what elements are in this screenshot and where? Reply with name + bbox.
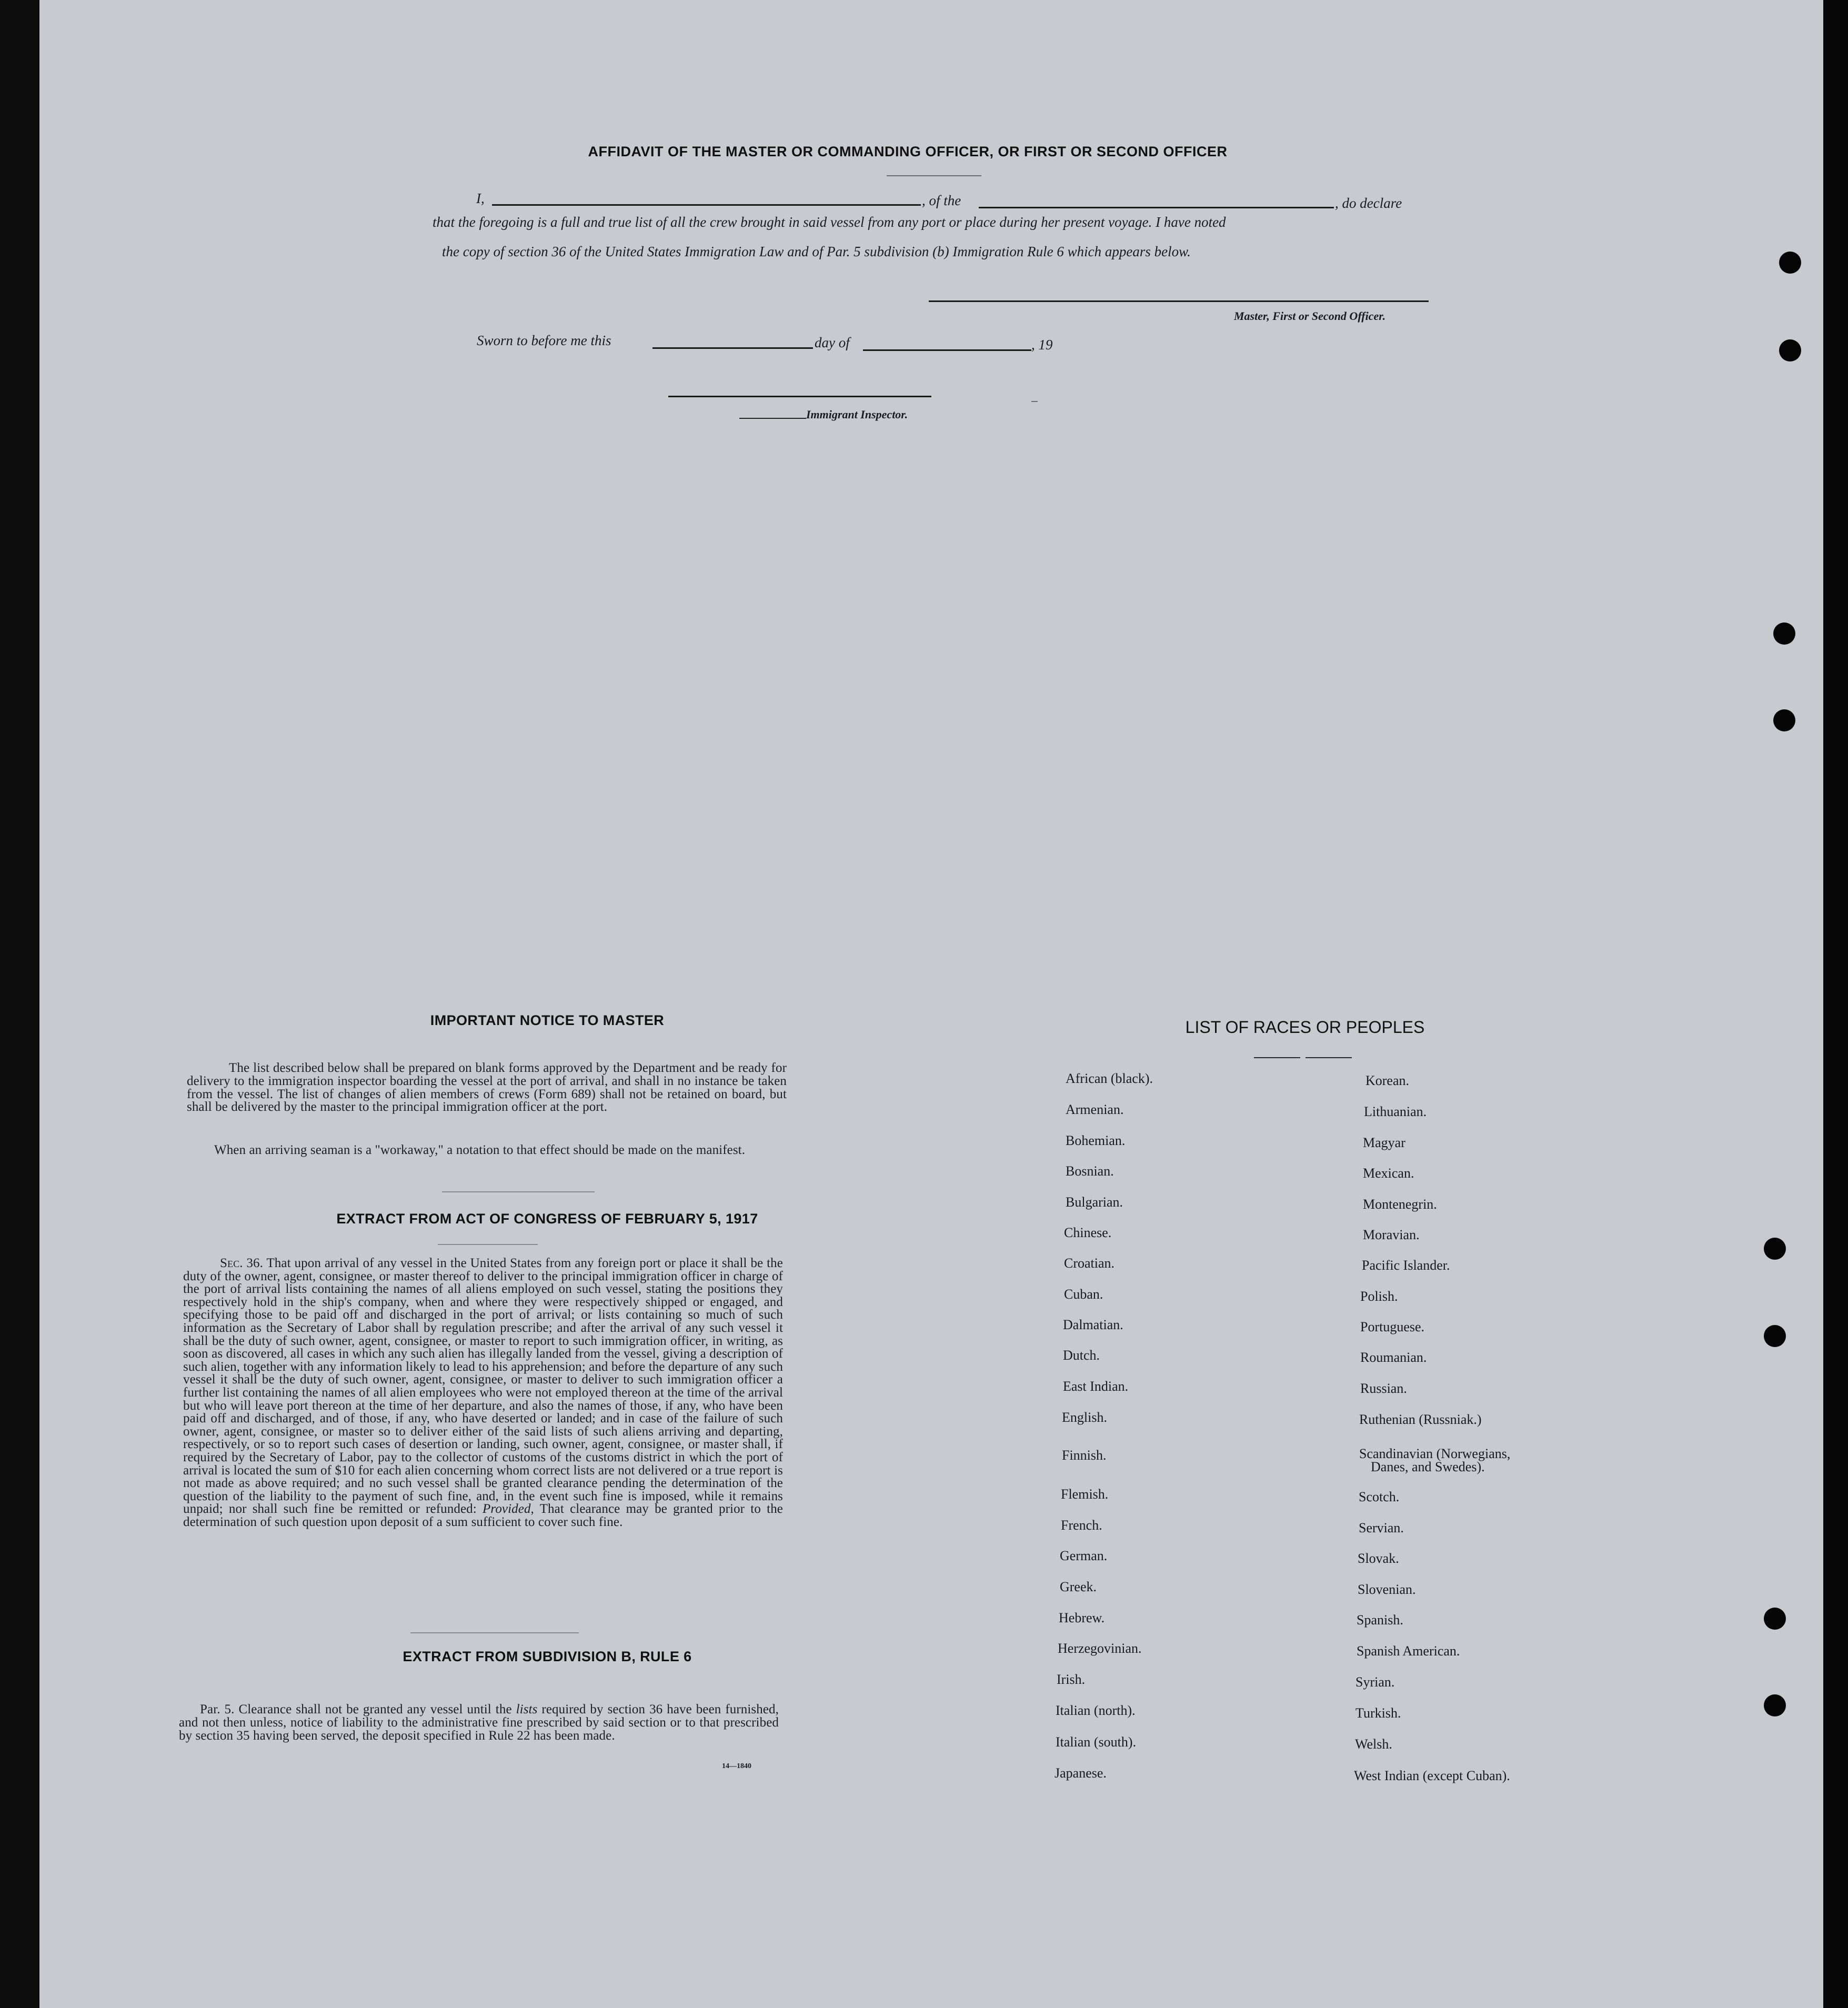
race-item: Polish. [1360,1289,1398,1304]
binder-hole [1779,252,1801,274]
binder-hole [1779,339,1801,362]
binder-hole [1764,1608,1786,1630]
race-item: Portuguese. [1360,1319,1425,1334]
mark [1031,401,1038,402]
race-item: French. [1061,1518,1102,1533]
scan-edge [1823,0,1848,2008]
race-item: Cuban. [1064,1287,1103,1302]
race-item: Lithuanian. [1364,1104,1427,1119]
sec-body-end: That clearance may be granted prior to the determination of such question upon deposit of a sum sufficient to cover such fine. [183,1502,784,1529]
lists-word: lists [516,1702,538,1716]
divider [410,1632,579,1633]
year-prefix: , 19 [1031,337,1053,353]
race-item: Spanish. [1357,1612,1403,1628]
race-item: Croatian. [1064,1256,1115,1271]
race-item: East Indian. [1063,1379,1129,1394]
signature-caption: Master, First or Second Officer. [1234,309,1386,323]
races-title: LIST OF RACES OR PEOPLES [1185,1018,1425,1037]
race-item: Korean. [1365,1073,1410,1088]
race-item: Mexican. [1363,1166,1414,1181]
race-item: Finnish. [1062,1448,1107,1463]
race-item: Bulgarian. [1066,1194,1123,1210]
race-item: Herzegovinian. [1058,1641,1142,1656]
notice-paragraph-2: When an arriving seaman is a "workaway," a notation to that effect should be made on the manifest. [214,1143,746,1157]
inspector-caption: Immigrant Inspector. [806,408,908,421]
sec-body: That upon arrival of any vessel in the United States from any foreign port or place it shall be the duty of the owner, agent, consignee, or master thereof to deliver to the principal immigration officer in charge of the port of arrival lists containing the names of all aliens employed on such vessel, stating the positions they respectively hold in the ship's company, when and where they were respectively shipped or engaged, and specifying those to be paid off and discharged in the port of arrival; or lists containing so much of such information as the Secretary of Labor shall by regulation prescribe; and after the arrival of any such vessel it shall be the duty of such owner, agent, consignee, or master to report to such immigration officer, in writing, as soon as discovered, all cases in which any such alien has illegally landed from the vessel, giving a description of such alien, together with any information likely to lead to his apprehension; and before the departure of any such vessel it shall be the duty of such owner, agent, consignee, or master to deliver to such immigration officer a further list containing the names of all alien employees who were not employed thereon at the time of the arrival but who will leave port thereon at the time of her departure, and also the names of those, if any, who have been paid off and discharged, and of those, if any, who have deserted or landed; and in case of the failure of such owner, agent, consignee, or master so to deliver either of the said lists of such aliens arriving and departing, respectively, or so to report such cases of desertion or landing, such owner, agent, consignee, or master shall, if required by the Secretary of Labor, pay to the collector of customs of the customs district in which the port of arrival is located the sum of $10 for each alien concerning whom correct lists are not delivered or a true report is not made as above required; and no such vessel shall be granted clearance pending the determination of the question of the liability to the payment of such fine, and, in the event such fine is imposed, while it remains unpaid; nor shall such fine be remitted or refunded: [183,1256,783,1517]
affidavit-declare: , do declare [1335,195,1402,211]
section-36-text [183,1257,783,1529]
race-item: Pacific Islander. [1362,1258,1450,1273]
race-item: Spanish American. [1357,1643,1460,1659]
affidavit-title: AFFIDAVIT OF THE MASTER OR COMMANDING OFFICER, OR FIRST OR SECOND OFFICER [588,144,1228,159]
race-item: Scotch. [1359,1489,1400,1504]
binder-hole [1764,1694,1786,1716]
provided-label: Provided, [483,1502,534,1517]
race-item: Russian. [1360,1381,1407,1396]
inspector-name-field[interactable] [739,418,806,419]
divider [442,1191,595,1192]
vessel-name-field[interactable] [979,207,1334,208]
divider [438,1244,538,1245]
affidavit-line-3: the copy of section 36 of the United States Immigration Law and of Par. 5 subdivision (b) Immigration Rule 6 which appears below. [442,244,1191,259]
affidavit-i: I, [476,190,485,206]
affidavit-of-the: , of the [922,193,961,208]
race-item: Armenian. [1066,1102,1124,1117]
race-item: Scandinavian (Norwegians, [1359,1446,1511,1461]
master-name-field[interactable] [492,204,921,206]
race-item-continuation: Danes, and Swedes). [1371,1459,1485,1474]
sec-label: Sec. 36. [220,1256,263,1270]
race-item: Japanese. [1054,1765,1107,1781]
race-item: Dalmatian. [1063,1317,1123,1332]
divider [1305,1057,1352,1058]
race-item: Slovak. [1358,1551,1399,1566]
race-item: Greek. [1060,1579,1097,1594]
race-item: Italian (south). [1056,1734,1137,1750]
race-item: Italian (north). [1056,1703,1136,1718]
divider [887,175,981,176]
binder-hole [1773,623,1795,645]
race-item: Ruthenian (Russniak.) [1359,1412,1482,1427]
sworn-before-text: Sworn to before me this [477,333,611,348]
race-item: Servian. [1359,1520,1404,1535]
notice-title: IMPORTANT NOTICE TO MASTER [430,1012,665,1028]
inspector-signature-field[interactable] [668,396,931,397]
sworn-month-field[interactable] [863,349,1031,351]
extract-act-title: EXTRACT FROM ACT OF CONGRESS OF FEBRUARY 5, 1917 [336,1211,758,1227]
race-item: Turkish. [1355,1705,1401,1721]
race-item: Flemish. [1061,1487,1109,1502]
race-item: Irish. [1057,1672,1086,1687]
divider [1254,1057,1300,1058]
race-item: Moravian. [1363,1227,1420,1242]
race-item: Chinese. [1064,1225,1112,1240]
race-item: West Indian (except Cuban). [1354,1768,1510,1783]
sworn-day-field[interactable] [652,347,813,349]
extract-rule-title: EXTRACT FROM SUBDIVISION B, RULE 6 [403,1649,692,1664]
rule-paragraph [179,1703,779,1742]
notice-paragraph-1: The list described below shall be prepared on blank forms approved by the Department and be ready for delivery to the immigration inspector boarding the vessel at the port of arrival, and shall in no instance be taken from the vessel. The list of changes of alien members of crews (Form 689) shall not be retained on board, but shall be delivered by the master to the principal immigration officer at the port. [187,1061,787,1115]
race-item: English. [1062,1410,1107,1425]
race-item: Roumanian. [1360,1350,1427,1365]
day-of-text: day of [815,335,850,350]
binder-hole [1764,1325,1786,1347]
race-item: Dutch. [1063,1348,1100,1363]
race-item: Syrian. [1355,1674,1395,1690]
rule-text-b: required by section 36 have been furnished, and not then unless, notice of liability to the administrative fine prescribed by said section or to that prescribed by section 35 having been served, the deposit specified in Rule 22 has been made. [179,1702,779,1743]
master-signature-field[interactable] [929,300,1429,302]
affidavit-line-2: that the foregoing is a full and true list of all the crew brought in said vessel from any port or place during her present voyage. I have noted [433,214,1226,230]
race-item: Slovenian. [1358,1582,1416,1597]
form-number: 14—1840 [722,1762,751,1770]
race-item: African (black). [1066,1071,1153,1086]
binder-hole [1773,709,1795,731]
race-item: German. [1060,1548,1108,1563]
race-item: Welsh. [1355,1736,1392,1752]
race-item: Bohemian. [1066,1133,1126,1148]
race-item: Hebrew. [1059,1610,1105,1625]
rule-text-a: Par. 5. Clearance shall not be granted any vessel until the [200,1702,512,1716]
race-item: Montenegrin. [1363,1197,1437,1212]
binder-hole [1764,1238,1786,1260]
race-item: Bosnian. [1066,1163,1114,1179]
race-item: Magyar [1363,1135,1405,1150]
